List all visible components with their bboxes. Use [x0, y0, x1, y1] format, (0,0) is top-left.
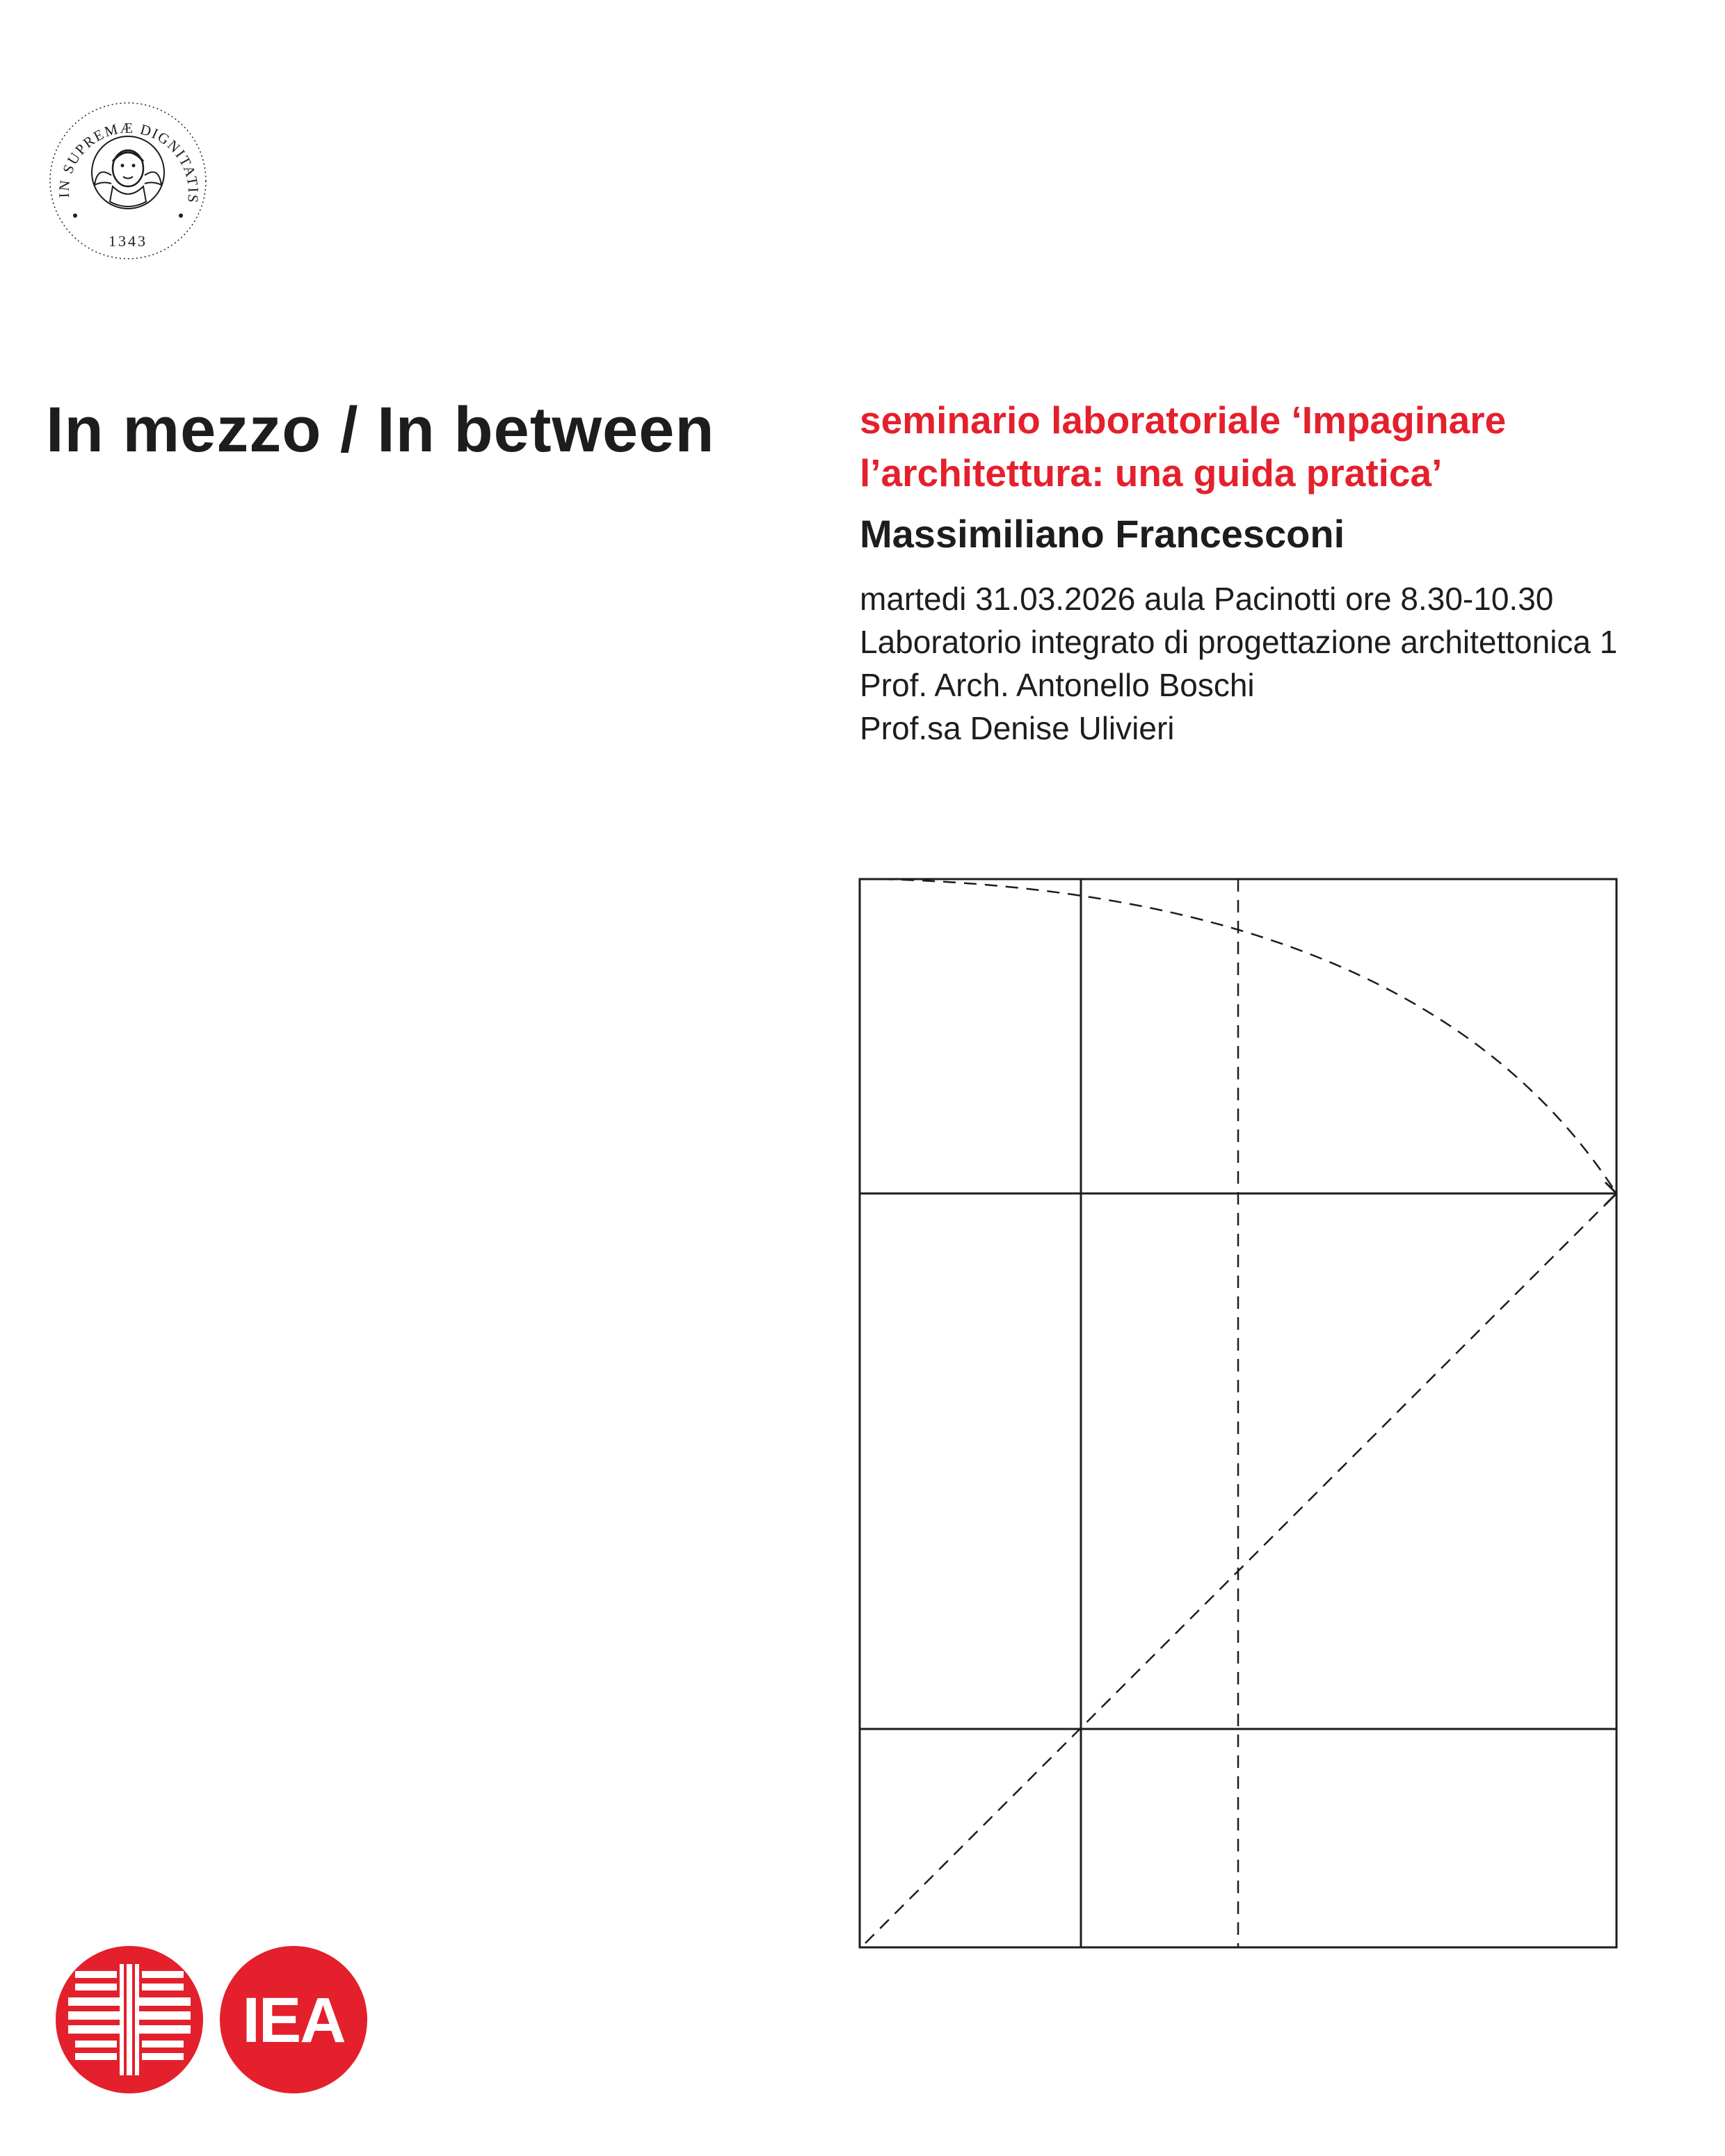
- event-info: [860, 394, 1708, 750]
- institution-logos: [54, 1943, 374, 2096]
- department-logo-icon: [56, 1946, 203, 2093]
- grid-construction-diagram: [853, 872, 1630, 1957]
- svg-text:IN SUPREMÆ DIGNITATIS: IN SUPREMÆ DIGNITATIS: [55, 119, 202, 205]
- iea-logo-icon: [220, 1946, 367, 2093]
- logos: [54, 1943, 374, 2100]
- professor-2: Prof.sa Denise Ulivieri: [860, 710, 1175, 746]
- course-name: Laboratorio integrato di progettazione architettonica 1: [860, 624, 1618, 660]
- page-title: In mezzo / In between: [46, 394, 715, 465]
- university-seal-icon: [45, 97, 211, 264]
- dashed-diagonal: [865, 1193, 1616, 1943]
- svg-text:1343: 1343: [109, 232, 147, 250]
- seminar-subtitle: [860, 394, 1708, 499]
- event-details: [860, 577, 1708, 750]
- svg-text:IEA: IEA: [242, 1985, 345, 2056]
- subtitle-line: l’architettura: una guida pratica’: [860, 451, 1443, 494]
- speaker-name: Massimiliano Francesconi: [860, 512, 1345, 556]
- subtitle-line: seminario laboratoriale ‘Impaginare: [860, 399, 1507, 442]
- professor-1: Prof. Arch. Antonello Boschi: [860, 667, 1255, 703]
- dashed-arc: [881, 879, 1616, 1193]
- date-location: martedi 31.03.2026 aula Pacinotti ore 8.30-10.30: [860, 581, 1554, 617]
